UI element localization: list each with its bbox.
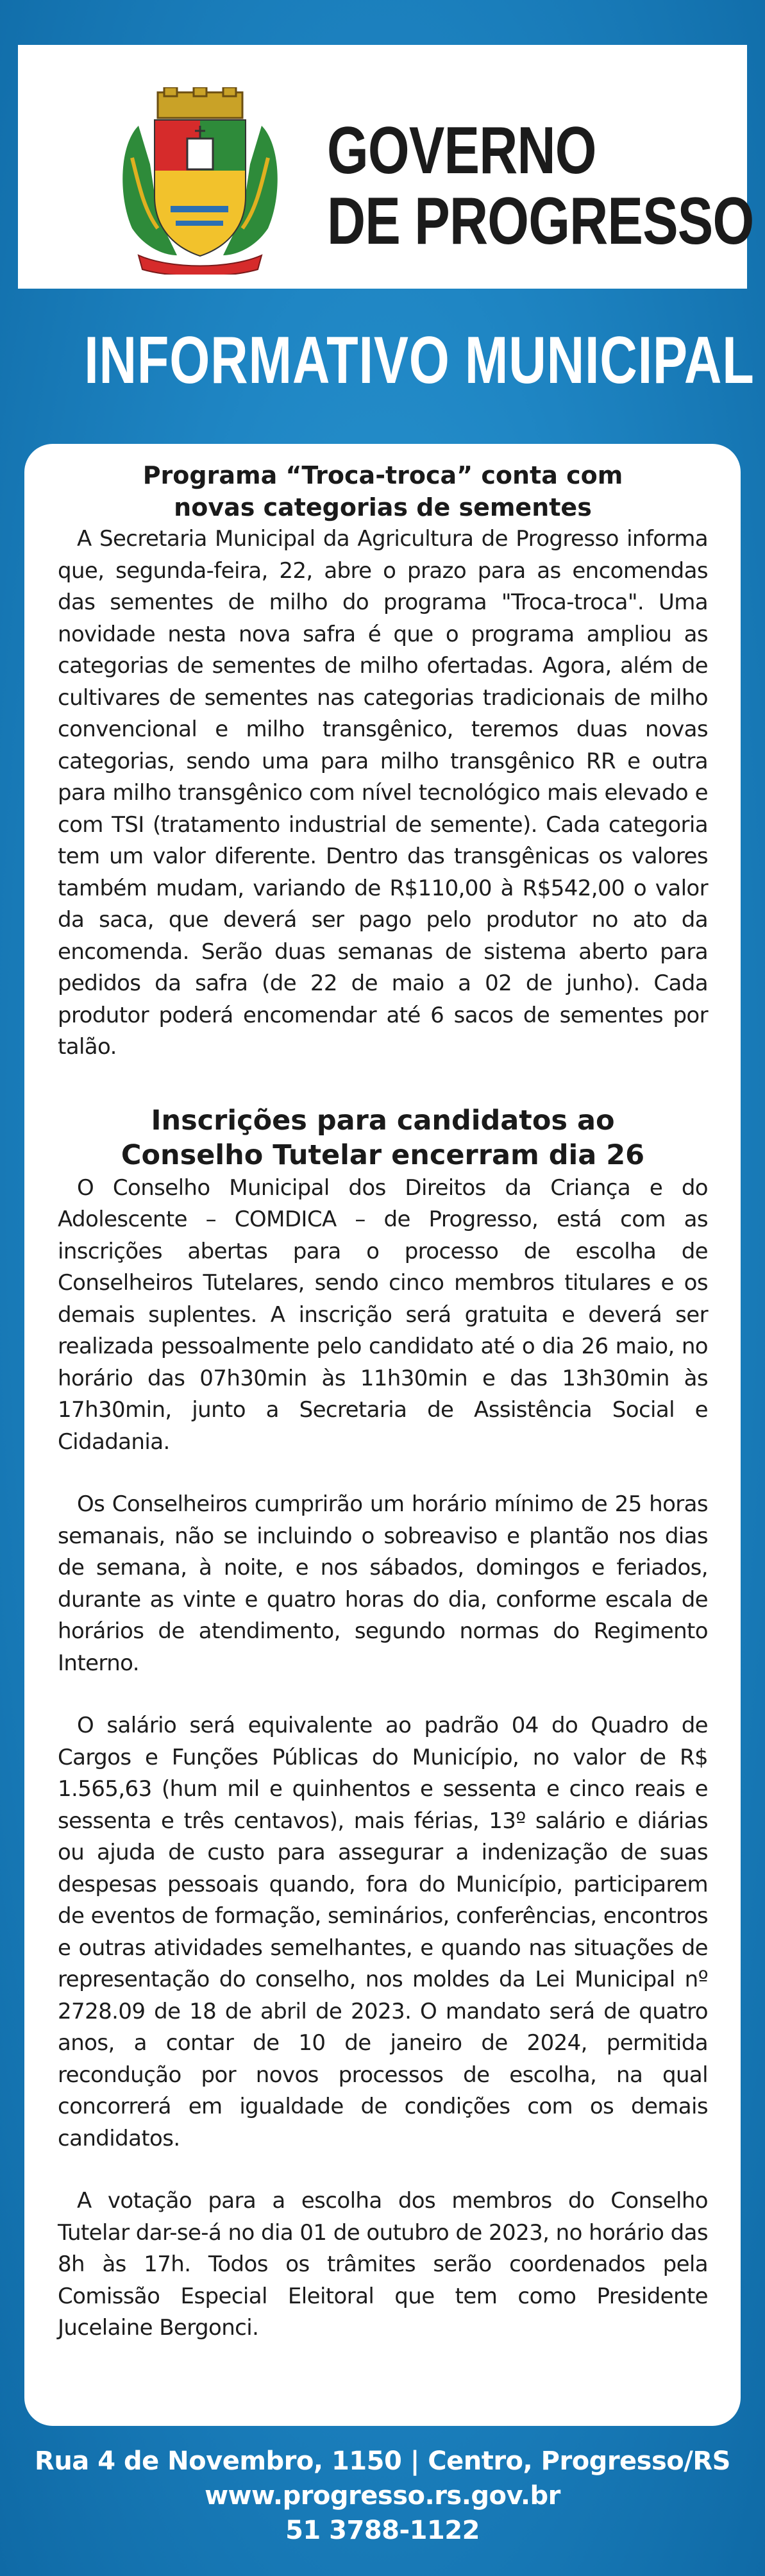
footer-phone: 51 3788-1122: [285, 2516, 480, 2545]
article2-paragraph-1: O Conselho Municipal dos Direitos da Criança e do Adolescente – COMDICA – de Progresso, está com as inscrições abertas para o processo de escolha de Conselheiros Tutelares, sendo cinco membros titulares e os demais suplentes. A inscrição será gratuita e deverá ser realizada pessoalmente pelo candidato até o dia 26 maio, no horário das 07h30min às 11h30min e das 13h30min às 17h30min, junto a Secretaria de Assistência Social e Cidadania.: [58, 1174, 708, 1455]
header-box: [18, 45, 754, 289]
government-title-line2: DE PROGRESSO: [327, 184, 754, 258]
government-title-line1: GOVERNO: [327, 114, 596, 188]
article2-title-line2: Conselho Tutelar encerram dia 26: [121, 1139, 645, 1171]
coat-of-arms-icon: [113, 87, 287, 275]
newsletter-title: INFORMATIVO MUNICIPAL: [84, 323, 755, 398]
article2-paragraph-3: O salário será equivalente ao padrão 04 do Quadro de Cargos e Funções Públicas do Município, no valor de R$ 1.565,63 (hum mil e quinhentos e sessenta e cinco reais e sessenta e três centavos), mais férias, 13º salário e diárias ou ajuda de custo para assegurar a indenização de suas despesas pessoais quando, fora do Município, participarem de eventos de formação, seminários, conferências, encontros e outras atividades semelhantes, e quando nas situações de representação do conselho, nos moldes da Lei Municipal nº 2728.09 de 18 de abril de 2023. O mandato será de quatro anos, a contar de 10 de janeiro de 2024, permitida recondução por novos processos de escolha, na qual concorrerá em igualdade de condições com os demais candidatos.: [58, 1713, 708, 2151]
article1-title: [58, 459, 708, 523]
article2-paragraph-2: Os Conselheiros cumprirão um horário mínimo de 25 horas semanais, não se incluindo o sobreaviso e plantão nos dias de semana, à noite, e nos sábados, domingos e feriados, durante as vinte e quatro horas do dia, conforme escala de horários de atendimento, segundo normas do Regimento Interno.: [58, 1491, 708, 1676]
articles: [58, 459, 708, 2344]
article2-paragraph-4: A votação para a escolha dos membros do Conselho Tutelar dar-se-á no dia 01 de outubro de 2023, no horário das 8h às 17h. Todos os trâmites serão coordenados pela Comissão Especial Eleitoral que tem como Presidente Jucelaine Bergonci.: [58, 2188, 708, 2341]
article2-title-line1: Inscrições para candidatos ao: [151, 1104, 615, 1137]
government-title: [327, 115, 753, 257]
footer-address: Rua 4 de Novembro, 1150 | Centro, Progresso/RS: [35, 2446, 730, 2476]
footer-website[interactable]: www.progresso.rs.gov.br: [205, 2481, 560, 2511]
article1-title-line1: Programa “Troca-troca” conta com: [142, 461, 623, 489]
article1-title-line2: novas categorias de sementes: [174, 493, 592, 521]
article1-paragraph-1: A Secretaria Municipal da Agricultura de Progresso informa que, segunda-feira, 22, abre o prazo para as encomendas das sementes de milho do programa "Troca-troca". Uma novidade nesta nova safra é que o programa ampliou as categorias de sementes de milho ofertadas. Agora, além de cultivares de sementes nas categorias tradicionais de milho convencional e milho transgênico, teremos duas novas categorias, sendo uma para milho transgênico RR e outra para milho transgênico com nível tecnológico mais elevado e com TSI (tratamento industrial de semente). Cada categoria tem um valor diferente. Dentro das transgênicas os valores também mudam, variando de R$110,00 à R$542,00 o valor da saca, que deverá ser pago pelo produtor no ato da encomenda. Serão duas semanas de sistema aberto para pedidos da safra (de 22 de maio a 02 de junho). Cada produtor poderá encomendar até 6 sacos de sementes por talão.: [58, 526, 708, 1060]
article2-title: [58, 1103, 708, 1173]
footer: [0, 2444, 765, 2548]
